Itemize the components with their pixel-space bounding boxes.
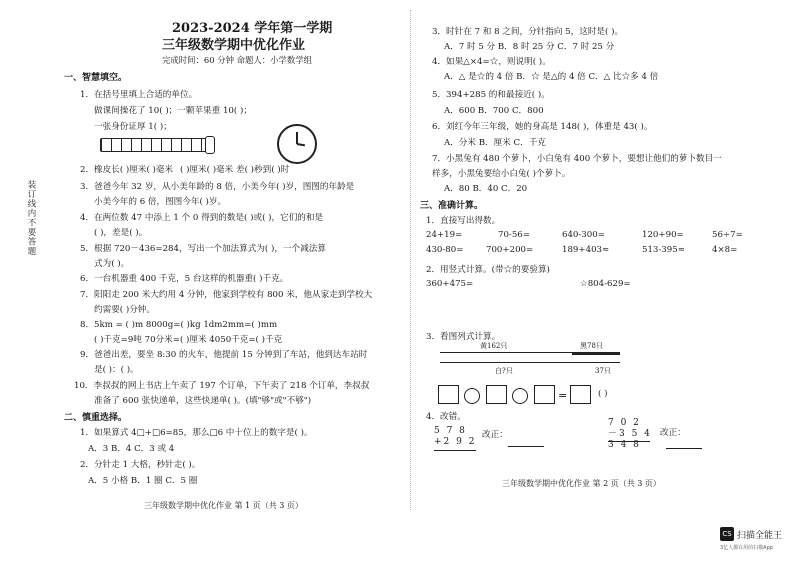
page-divider — [410, 10, 411, 510]
choice-q1-options: A．3 B．4 C．3 或 4 — [88, 444, 175, 454]
calc-cell: 120+90= — [642, 230, 684, 240]
q7-text-a: 7．阳阳走 200 米大约用 4 分钟，他家到学校有 800 米，他从家走到学校大 — [80, 290, 373, 300]
diagram-label: 白?只 — [495, 367, 513, 375]
camscanner-icon: CS — [720, 527, 734, 541]
choice-q7-a: 7．小黑兔有 480 个萝卜，小白兔有 400 个萝卜，要想让他们的萝卜数目一 — [432, 154, 722, 164]
q10-text-a: 10．李叔叔的网上书店上午卖了 197 个订单，下午卖了 218 个订单，李叔叔 — [74, 381, 370, 391]
calc-cell: 700+200= — [486, 245, 534, 255]
calc-2-heading: 2．用竖式计算。(带☆的要验算) — [426, 265, 550, 275]
q7-text-b: 约需要( )分钟。 — [94, 305, 155, 315]
answer-box[interactable] — [570, 385, 591, 404]
exam-year-title: 2023-2024 学年第一学期 — [172, 21, 333, 36]
choice-q3-options: A．7 时 5 分 B．8 时 25 分 C．7 时 25 分 — [444, 42, 615, 52]
q9-text-b: 是( )：( )。 — [94, 365, 139, 375]
calc-cell: 24+19= — [426, 230, 463, 240]
correction-line[interactable] — [508, 446, 544, 447]
q8-text-b: ( )千克=9吨 70分米=( )厘米 4050千克=( )千克 — [94, 335, 283, 345]
q10-text-b: 准备了 600 张快递单，这些快递单( )。(填"够"或"不够") — [94, 396, 312, 406]
error-calc-2-top: 7 0 2 — [608, 418, 641, 428]
diagram-label: 黑78只 — [580, 342, 603, 350]
q5-text-a: 5．根据 720－436=284，写出一个加法算式为( )，一个减法算 — [80, 244, 326, 254]
q5-text-b: 式为( )。 — [94, 259, 130, 269]
choice-q7-options: A．80 B．40 C．20 — [444, 184, 528, 194]
error-calc-2-result: 3 4 8 — [608, 440, 641, 450]
error-calc-1 — [434, 426, 476, 448]
choice-q5-options: A．600 B．700 C．800 — [444, 106, 544, 116]
choice-q2: 2．分针走 1 大格，秒针走( )。 — [80, 460, 201, 470]
q1-text: 1．在括号里填上合适的单位。 — [80, 90, 198, 100]
choice-q4: 4．如果△×4=☆，则说明( )。 — [432, 57, 551, 67]
operator-circle[interactable] — [512, 388, 528, 404]
choice-q3: 3．时针在 7 和 8 之间，分针指向 5，这时是( )。 — [432, 27, 624, 37]
choice-q4-options: A．△ 是☆的 4 倍 B．☆ 是△的 4 倍 C．△ 比☆多 4 倍 — [444, 72, 659, 82]
calc-cell: 4×8= — [712, 245, 738, 255]
page-1-footer: 三年级数学期中优化作业 第 1 页（共 3 页） — [144, 501, 303, 510]
clock-figure — [277, 124, 317, 164]
error-calc-1-top: 5 7 8 — [434, 426, 467, 436]
vertical-calc-2: ☆804-629= — [580, 279, 631, 289]
q3-text-a: 3．爸爸今年 32 岁，从小美年龄的 8 倍，小美今年( )岁，图图的年龄是 — [80, 182, 355, 192]
right-page — [420, 0, 750, 520]
choice-q2-options: A．5 小格 B．1 圈 C．5 圈 — [88, 476, 198, 486]
operator-circle[interactable] — [464, 388, 480, 404]
calc-cell: 640-300= — [562, 230, 605, 240]
q9-text-a: 9．爸爸出差，要坐 8:30 的火车，他提前 15 分钟到了车站，他到达车站时 — [80, 350, 368, 360]
diagram-label: 黄162只 — [480, 342, 508, 350]
calc-cell: 430-80= — [426, 245, 464, 255]
error-calc-2-line — [608, 441, 650, 442]
diagram-bar-bottom — [440, 362, 620, 363]
diagram-label: 37只 — [595, 367, 611, 375]
ruler-eraser-figure — [100, 138, 212, 152]
calc-1-heading: 1．直接写出得数。 — [426, 216, 501, 226]
q8-text-a: 8．5km = ( )m 8000g=( )kg 1dm2mm=( )mm — [80, 320, 278, 330]
binding-line-note: 装订线内不要答题 — [26, 180, 36, 256]
error-calc-1-bottom: +2 9 2 — [434, 437, 477, 447]
answer-box[interactable] — [534, 385, 555, 404]
choice-q7-b: 样多，小黑兔要给小白兔( )个萝卜。 — [432, 169, 571, 179]
left-page — [62, 0, 397, 520]
diagram-bar-top — [440, 352, 572, 353]
calc-4-heading: 4．改错。 — [426, 412, 466, 422]
section-2-heading: 二、慎重选择。 — [64, 413, 128, 423]
eraser-figure — [205, 136, 215, 154]
choice-q5: 5．394+285 的和最接近( )。 — [432, 90, 550, 100]
calc-cell: 513-395≈ — [642, 245, 685, 255]
exam-meta: 完成时间：60 分钟 命题人：小学数学组 — [162, 55, 312, 65]
q4-text-b: ( )，差是( )。 — [94, 228, 148, 238]
q3-text-b: 小美今年的 6 倍，图图今年( )岁。 — [94, 197, 227, 207]
choice-q6-options: A．分米 B．厘米 C．千克 — [444, 138, 546, 148]
q4-text-a: 4．在两位数 47 中添上 1 个 0 得到的数是( )或( )，它们的和是 — [80, 213, 324, 223]
q6-text: 6．一台机器重 400 千克，5 台这样的机器重( )千克。 — [80, 274, 289, 284]
q2-text: 2．橡皮长( )厘米( )毫米 — [80, 165, 174, 175]
error-calc-1-line — [434, 450, 476, 451]
error-calc-1-label: 改正： — [482, 430, 508, 440]
q1-line-c: ( )厘米( )毫米 差( )秒到( )时 — [180, 165, 290, 175]
answer-box[interactable] — [438, 385, 459, 404]
answer-box[interactable] — [486, 385, 507, 404]
vertical-calc-1: 360+475= — [426, 279, 474, 289]
equals-sign: = — [558, 389, 568, 402]
q1-line-a: 做课间操花了 10( )；一颗苹果重 10( )； — [94, 106, 252, 116]
exam-title: 三年级数学期中优化作业 — [162, 38, 306, 53]
error-calc-2 — [608, 418, 652, 451]
calc-cell: 70-56= — [498, 230, 530, 240]
scanner-watermark — [720, 527, 790, 557]
correction-line[interactable] — [666, 448, 702, 449]
unit-blank: ( ) — [598, 389, 608, 399]
error-calc-2-bottom: －3 5 4 — [608, 429, 652, 439]
section-1-heading: 一、智慧填空。 — [64, 73, 128, 83]
watermark-subtitle: 3亿人都在用的扫描App — [720, 545, 773, 551]
calc-cell: 56÷7= — [712, 230, 743, 240]
calc-cell: 189+403≈ — [562, 245, 610, 255]
section-3-heading: 三、准确计算。 — [420, 201, 484, 211]
watermark-name: 扫描全能王 — [737, 531, 783, 541]
choice-q1: 1．如果算式 4□+□6=85，那么□6 中十位上的数字是( )。 — [80, 428, 313, 438]
error-calc-2-label: 改正： — [660, 428, 686, 438]
diagram-bar-top-extra — [572, 352, 620, 355]
calc-3-heading: 3．看图列式计算。 — [426, 332, 501, 342]
page-2-footer: 三年级数学期中优化作业 第 2 页（共 3 页） — [502, 479, 661, 488]
q1-line-b: 一张身份证厚 1( )； — [94, 122, 172, 132]
choice-q6: 6．刘红今年三年级，她的身高是 148( )，体重是 43( )。 — [432, 122, 653, 132]
